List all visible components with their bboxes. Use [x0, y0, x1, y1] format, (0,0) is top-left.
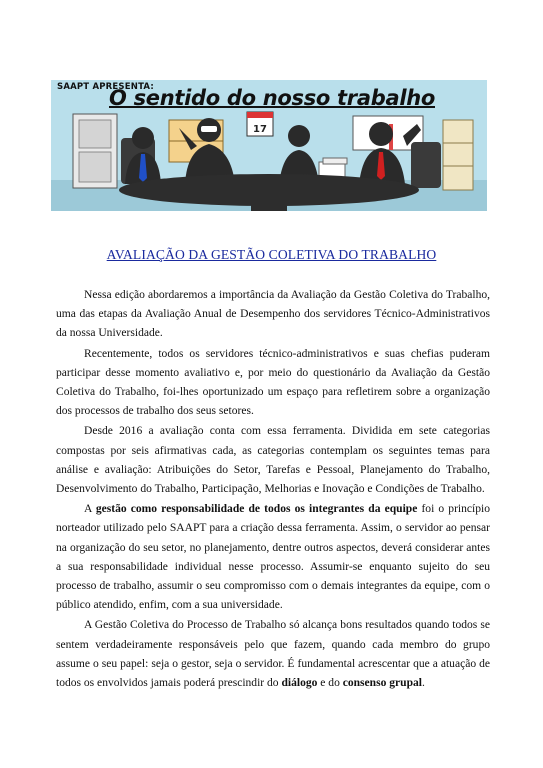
paragraph-4-text-a: A — [84, 503, 96, 516]
paragraph-5 — [56, 616, 490, 693]
paragraph-2: Recentemente, todos os servidores técnico-administrativos e suas chefias puderam participar desse momento avaliativo e, por meio do questionário da Avaliação da Gestão Coletiva do Trabalho, foi-lhes oportunizado um espaço para refletirem sobre a organização dos processos de trabalho dos seus setores. — [56, 347, 490, 418]
paragraph-4-emphasis: gestão como responsabilidade de todos os integrantes da equipe — [95, 503, 418, 516]
page-heading: AVALIAÇÃO DA GESTÃO COLETIVA DO TRABALHO — [106, 247, 437, 262]
paragraph-3: Desde 2016 a avaliação conta com essa ferramenta. Dividida em sete categorias compostas por seis afirmativas cada, as categorias contemplam os seguintes temas para análise e avaliação: Atribuições do Setor, Tarefas e Pessoal, Planejamento do Trabalho, Desenvolvimento do Trabalho, Participação, Melhorias e Inovação e Condições de Trabalho. — [56, 425, 490, 496]
paragraph-5-emphasis-dialogo: diálogo — [281, 677, 318, 690]
calendar-date: 17 — [253, 124, 267, 135]
header-banner — [51, 80, 487, 211]
paragraph-5-text-a: A Gestão Coletiva do Processo de Trabalho só alcança bons resultados quando todos se sentem verdadeiramente responsáveis pelo que fazem, quando cada membro do grupo assume o seu papel: seja o gestor, seja o servidor. É fundamental acrescentar que a atuação de todos os envolvidos jamais poderá prescindir do — [56, 619, 490, 690]
paragraph-5-emphasis-consenso: consenso grupal — [342, 677, 422, 690]
banner-kicker: SAAPT APRESENTA: — [57, 82, 154, 92]
paragraph-5-text-b: e do — [317, 677, 343, 690]
paragraph-1: Nessa edição abordaremos a importância da Avaliação da Gestão Coletiva do Trabalho, uma das etapas da Avaliação Anual de Desempenho dos servidores Técnico-Administrativos da nossa Universidade. — [56, 289, 490, 340]
paragraph-5-text-c: . — [421, 677, 425, 690]
article-body — [56, 286, 490, 693]
paragraph-4-text-b: foi o princípio norteador utilizado pelo SAAPT para a criação dessa ferramenta. Assim, o servidor ao pensar na organização do seu setor, no planejamento, dentre outros aspectos, deverá considerar antes a sua responsabilidade individual nesse processo. Assumir-se enquanto sujeito do seu processo de trabalho, assumir o seu compromisso com o demais integrantes da equipe, com o público atendido, enfim, com a sua universidade. — [56, 503, 490, 612]
paragraph-4 — [56, 500, 490, 615]
banner-title: O sentido do nosso trabalho — [109, 86, 435, 110]
